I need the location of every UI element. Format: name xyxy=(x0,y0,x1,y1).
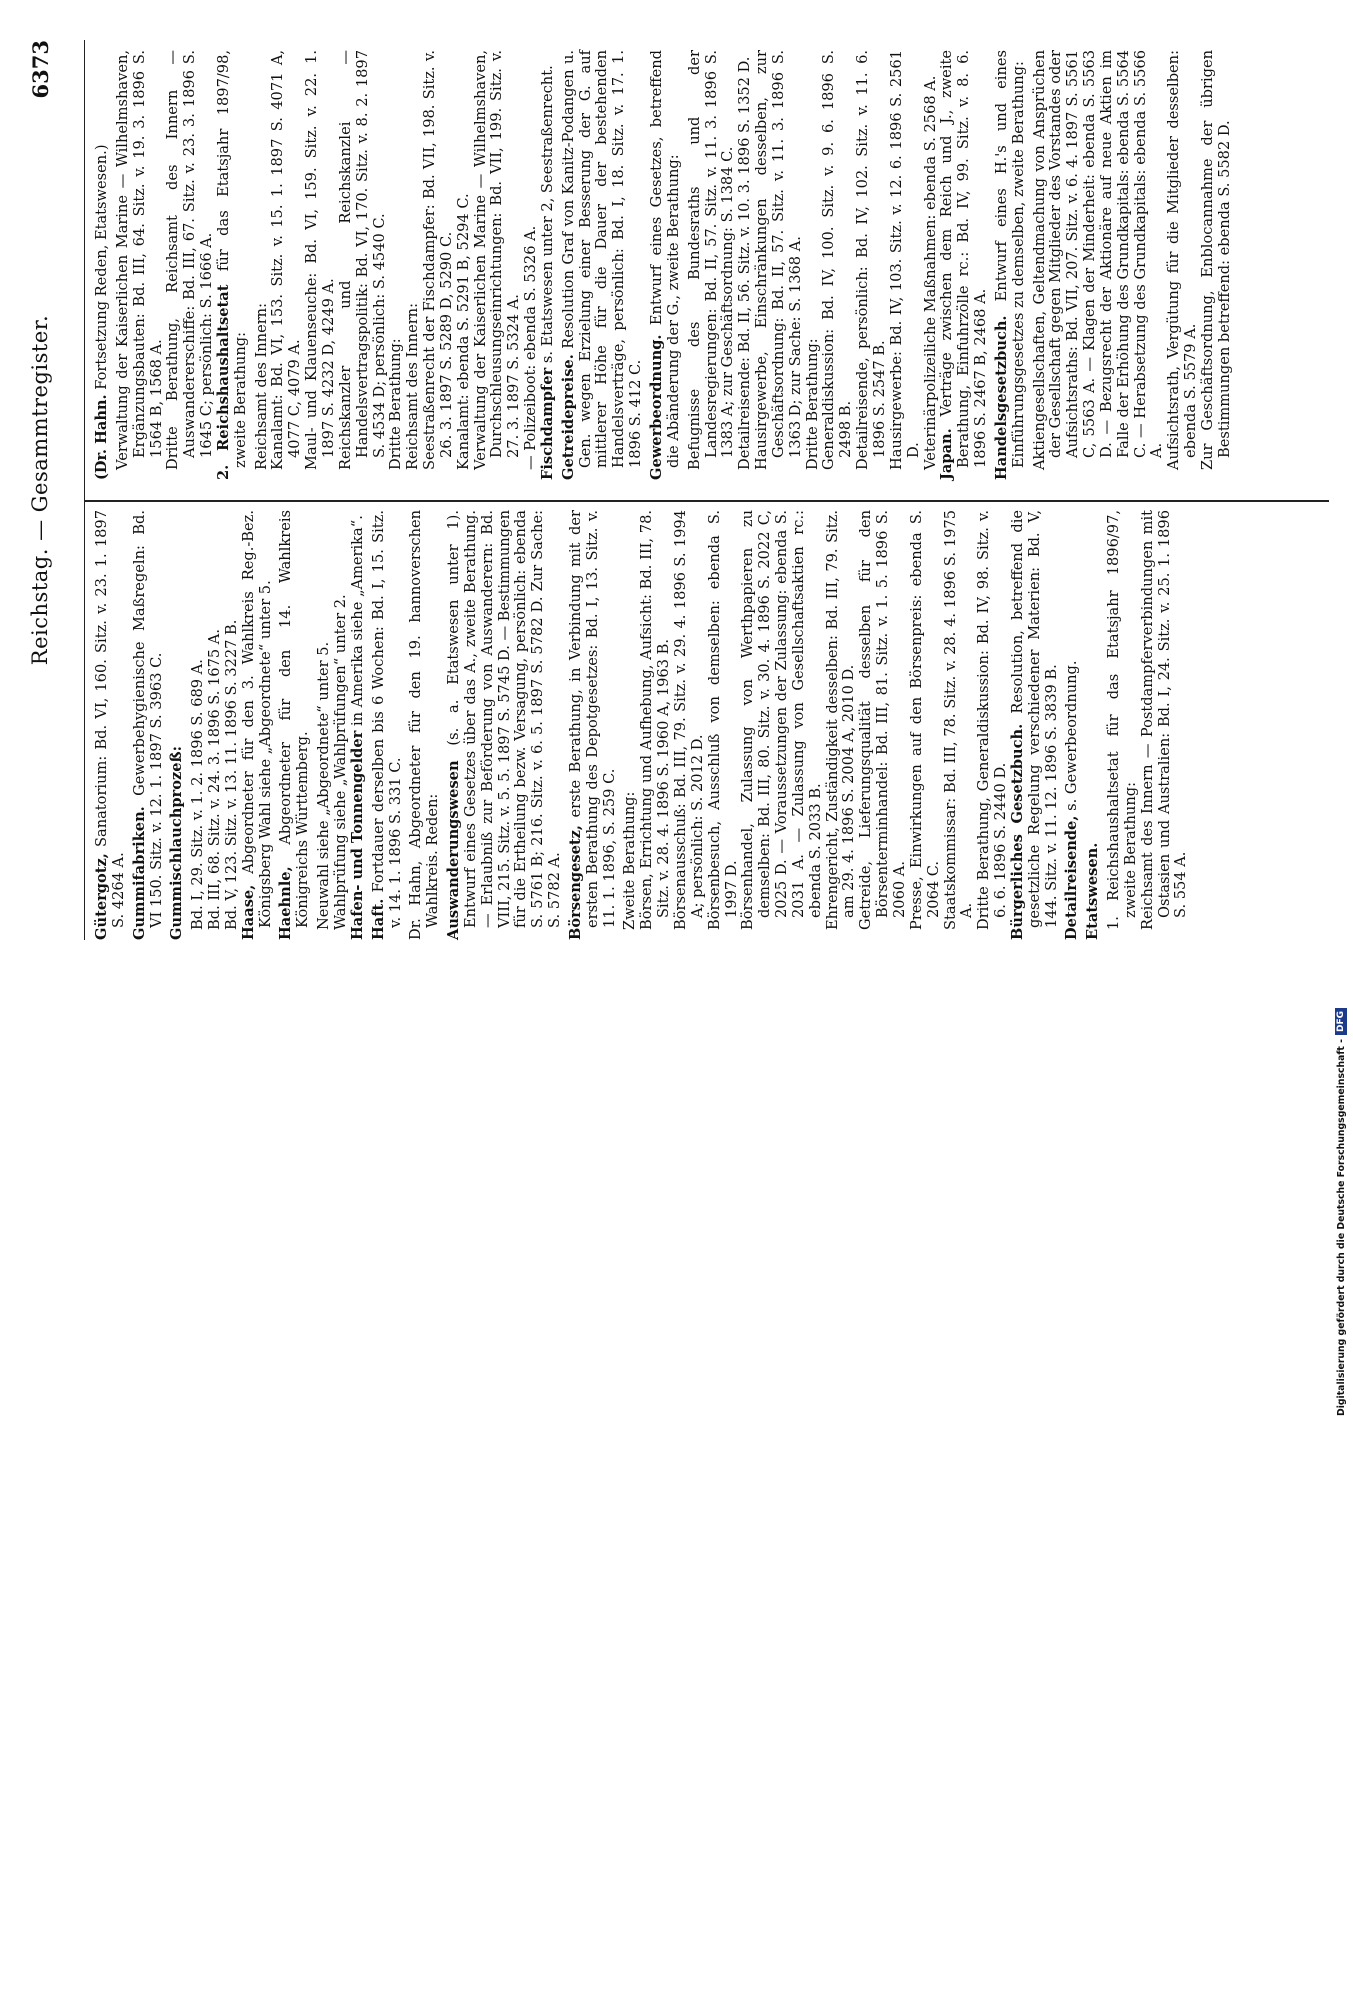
entry-text: erste Berathung, in Verbindung mit der ersten Berathung des Depotgesetzes: Bd. I, 13. Sitz. v. 11. 1. 1896, S. 259 C. xyxy=(566,510,618,928)
sub-entry: Bd. I, 29. Sitz. v. 1. 2. 1896 S. 689 A. xyxy=(189,659,207,930)
index-entry xyxy=(1010,510,1061,940)
sub-entry: Aktiengesellschaften, Geltendmachung von Ansprüchen der Gesellschaft gegen Mitglieder des Vorstandes oder Aufsichtsraths: Bd. VII, 207. Sitz. v. 6. 4. 1897 S. 5561 C, 5563 A. — Klagen der Minderheit: ebenda S. 5563 D. — Bezugsrecht der Aktionäre auf neue Aktien im Falle der Erhöhung des Grundkapitals: ebenda S. 5564 C. — Herabsetzung des Grundkapitals: ebenda S. 5566 A. xyxy=(1030,50,1166,470)
sub-entry: Ehrengericht, Zuständigkeit desselben: Bd. III, 79. Sitz. am 29. 4. 1896 S. 2004 A, 2010 D. xyxy=(823,510,858,930)
entry-keyword: Gummifabriken. xyxy=(130,806,148,940)
sub-entry: Presse, Einwirkungen auf den Börsenpreis: ebenda S. 2064 C. xyxy=(907,510,942,930)
sub-entry: Dritte Berathung: xyxy=(387,338,405,470)
entry-keyword: Gewerbeordnung. xyxy=(648,334,665,480)
index-entry xyxy=(994,50,1028,480)
running-title: Reichstag. — Gesammtregister. xyxy=(28,314,52,666)
index-entry xyxy=(241,510,275,940)
sub-entry: Kanalamt: Bd. VI, 153. Sitz. v. 15. 1. 1897 S. 4071 A, 4077 C, 4079 A. xyxy=(269,50,304,470)
index-entry xyxy=(561,50,645,480)
right-column xyxy=(94,50,1234,480)
sub-entry: Verwaltung der Kaiserlichen Marine — Wilhelmshaven, Durchschleusungseinrichtungen: Bd. VII, 199. Sitz. v. 27. 3. 1897 S. 5324 A. xyxy=(471,50,523,470)
entry-keyword: Börsengesetz, xyxy=(566,825,584,940)
entry-text: für das Etatsjahr 1897/98, zweite Berathung: xyxy=(214,50,249,468)
entry-text: in Amerika siehe „Amerika“. xyxy=(348,515,366,731)
entry-keyword: Fischdampfer xyxy=(538,367,556,480)
entry-text: Sanatorium: Bd. VI, 160. Sitz. v. 23. 1. 1897 S. 4264 A. xyxy=(93,510,127,928)
sub-entry: Befugnisse des Bundesraths und der Landesregierungen: Bd. II, 57. Sitz. v. 11. 3. 1896 S. 1383 A; zur Geschäftsordnung: S. 1384 C. xyxy=(685,50,737,470)
header-rule xyxy=(84,40,85,940)
sub-entry: Bd. III, 68. Sitz. v. 24. 3. 1896 S. 1675 A. xyxy=(206,629,224,930)
entry-text: Entwurf eines H.'s und eines Einführungsgesetzes zu demselben, zweite Berathung: xyxy=(992,50,1027,468)
entry-text: Dr. Hahn, Abgeordneter für den 19. hannoverschen Wahlkreis. Reden: xyxy=(407,510,442,940)
entry-keyword: Haft. xyxy=(369,898,387,940)
entry-keyword: Detailreisende, xyxy=(1063,815,1081,940)
sub-entry: Dritte Berathung, Generaldiskussion: Bd. IV, 98. Sitz. v. 6. 6. 1896 S. 2440 D. xyxy=(975,510,1010,930)
sub-entry: Zur Geschäftsordnung, Enblocannahme der übrigen Bestimmungen betreffend: ebenda S. 5582 D. xyxy=(1199,50,1233,470)
entry-keyword: Auswanderungswesen xyxy=(445,760,463,940)
sub-entry: Börsenhandel, Zulassung von Werthpapieren zu demselben: Bd. III, 80. Sitz. v. 30. 4. 1896 S. 2022 C, 2025 D. — Voraussetzungen der Zulassung: ebenda S. 2031 A. — Zulassung von Gesellschaftsaktien rc.: ebenda S. 2033 B. xyxy=(739,510,824,930)
sub-entry: Staatskommissar: Bd. III, 78. Sitz. v. 28. 4. 1896 S. 1975 A. xyxy=(941,510,976,930)
sub-entry: Bd. V, 123. Sitz. v. 13. 11. 1896 S. 3227 B. xyxy=(222,619,240,930)
page-number: 6373 xyxy=(28,40,53,99)
entry-text: Resolution, betreffend die gesetzliche Regelung verschiedener Materien: Bd. V, 144. Sitz. v. 11. 12. 1896 S. 3839 B. xyxy=(1008,510,1060,928)
digitization-note xyxy=(1330,0,1352,1417)
index-entry xyxy=(371,510,405,940)
digitization-text: Digitalisierung gefördert durch die Deutsche Forschungsgemeinschaft - xyxy=(1335,1039,1347,1417)
sub-entry: Börsenausschuß: Bd. III, 79. Sitz. v. 29. 4. 1896 S. 1994 A; persönlich: S. 2012 D. xyxy=(672,510,706,930)
sub-entry: Neuwahl siehe „Abgeordnete“ unter 5. xyxy=(315,641,333,930)
entry-text: Resolution Graf von Kanitz-Podangen u. Gen. wegen Erzielung einer Besserung der G. auf mittlerer Höhe für die Dauer der bestehenden Handelsverträge, persönlich: Bd. I, 18. Sitz. v. 17. 1. 1896 S. 412 C. xyxy=(559,50,645,468)
sub-entry: Reichsamt des Innern: xyxy=(404,303,422,470)
sub-entry: Aufsichtsrath, Vergütung für die Mitglieder desselben: ebenda S. 5579 A. xyxy=(1165,50,1200,470)
sub-entry: Veterinärpolizeiliche Maßnahmen: ebenda S. 2568 A. xyxy=(921,75,939,470)
digitization-label xyxy=(1330,1000,1352,2000)
sub-entry: Generaldiskussion: Bd. IV, 100. Sitz. v. 9. 6. 1896 S. 2498 B. xyxy=(820,50,855,470)
sub-entry: Reichsamt des Innern — Postdampferverbindungen mit Ostasien und Australien: Bd. I, 24. Sitz. v. 25. 1. 1896 S. 554 A. xyxy=(1138,510,1190,930)
column-divider xyxy=(84,500,1329,502)
index-entry xyxy=(1064,510,1081,940)
entry-text: s. Etatswesen unter 2, Seestraßenrecht. xyxy=(538,65,556,368)
page-header xyxy=(28,40,68,940)
sub-entry: 1. Reichshaushaltsetat für das Etatsjahr 1896/97, zweite Berathung: xyxy=(1105,510,1139,930)
entry-text: Abgeordneter für den 14. Wahlkreis Königreichs Württemberg. xyxy=(277,510,312,928)
sub-entry: Börsen, Errichtung und Aufhebung, Aufsicht: Bd. III, 78. Sitz. v. 28. 4. 1896 S. 1960 A, 1963 B. xyxy=(638,510,673,930)
entry-keyword: Etatswesen. xyxy=(1084,842,1102,940)
entry-keyword: Handelsgesetzbuch. xyxy=(992,315,1010,480)
entry-keyword: Haehnle, xyxy=(277,866,295,940)
sub-entry: Reichskanzler und Reichskanzlei — Handelsvertragspolitik: Bd. VI, 170. Sitz. v. 8. 2. 1897 S. 4534 D; persönlich: S. 4540 C. xyxy=(336,50,388,470)
sub-entry: Hausirgewerbe: Bd. IV, 103. Sitz. v. 12. 6. 1896 S. 2561 D. xyxy=(887,50,922,470)
sub-entry: Kanalamt: ebenda S. 5291 B, 5294 C. xyxy=(454,193,472,470)
entry-text: Entwurf eines Gesetzes, betreffend die Abänderung der G., zweite Berathung: xyxy=(648,50,682,468)
entry-keyword: 2. Reichshaushaltsetat xyxy=(214,284,232,480)
sub-entry: Reichsamt des Innern: xyxy=(252,303,270,470)
left-column xyxy=(94,510,1190,940)
sub-entry: Detailreisende, persönlich: Bd. IV, 102. Sitz. v. 11. 6. 1896 S. 2547 B. xyxy=(854,50,888,470)
entry-keyword: Gummischlauchprozeß: xyxy=(168,746,186,940)
sub-entry: Dritte Berathung: xyxy=(803,338,821,470)
entry-keyword: Haase, xyxy=(239,884,257,940)
index-entry xyxy=(649,50,683,480)
index-entry xyxy=(94,50,111,480)
sub-entry: Seestraßenrecht der Fischdampfer: Bd. VII, 198. Sitz. v. 26. 3. 1897 S. 5289 D, 5290 C. xyxy=(421,50,455,470)
index-entry xyxy=(1085,510,1102,940)
sub-entry: Hausirgewerbe, Einschränkungen desselben, zur Geschäftsordnung: Bd. II, 57. Sitz. v. 11. 3. 1896 S. 1363 D; zur Sache: S. 1368 A. xyxy=(753,50,804,470)
index-entry xyxy=(350,510,367,940)
entry-keyword: (Dr. Hahn. xyxy=(93,394,110,480)
sub-entry: Verwaltung der Kaiserlichen Marine — Wilhelmshaven, Ergänzungsbauten: Bd. III, 64. Sitz. v. 19. 3. 1896 S. 1564 B, 1568 A. xyxy=(113,50,165,470)
sub-entry: Getreide, Lieferungsqualität desselben für den Börsenterminhandel: Bd. III, 81. Sitz. v. 1. 5. 1896 S. 2060 A. xyxy=(857,510,908,930)
index-entry xyxy=(132,510,166,940)
entry-text: Fortdauer derselben bis 6 Wochen: Bd. I, 15. Sitz. v. 14. 1. 1896 S. 331 C. xyxy=(369,510,404,928)
sub-entry: Detailreisende: Bd. II, 56. Sitz. v. 10. 3. 1896 S. 1352 D. xyxy=(736,56,754,470)
index-entry xyxy=(939,50,990,480)
entry-text: Fortsetzung Reden, Etatswesen.) xyxy=(93,144,110,395)
index-entry xyxy=(568,510,619,940)
entry-text: (s. a. Etatswesen unter 1). Entwurf eines Gesetzes über das A., zweite Berathung. — Erlaubniß zur Beförderung von Auswanderern: Bd. VIII, 215. Sitz. v. 5. 5. 1897 S. 5745 D. — Bestimmungen für die Ertheilung bezw. Versagung, persönlich: ebenda S. 5761 B; 216. Sitz. v. 6. 5. 1897 S. 5782 D. Zur Sache: S. 5782 A. xyxy=(445,510,564,928)
sub-entry: Maul- und Klauenseuche: Bd. VI, 159. Sitz. v. 22. 1. 1897 S. 4232 D, 4249 A. xyxy=(303,50,337,470)
index-entry xyxy=(216,50,250,480)
dfg-logo: DFG xyxy=(1335,1008,1347,1035)
sub-entry: — Polizeiboot: ebenda S. 5326 A. xyxy=(522,225,540,470)
entry-keyword: Japan. xyxy=(938,428,956,480)
index-entry xyxy=(446,510,564,940)
entry-keyword: Hafen- und Tonnengelder xyxy=(348,730,366,940)
sub-entry: Zweite Berathung: xyxy=(621,791,639,930)
entry-text: Abgeordneter für den 3. Wahlkreis Reg.-Bez. Königsberg Wahl siehe „Abgeordnete“ unter 5. xyxy=(239,510,274,928)
sub-entry: Dritte Berathung, Reichsamt des Innern — Auswandererschiffe: Bd. III, 67. Sitz. v. 23. 3. 1896 S. 1645 C; persönlich: S. 1666 A. xyxy=(164,50,216,470)
sub-entry: Wahlprüfung siehe „Wahlprüfungen“ unter 2. xyxy=(331,594,349,930)
entry-text: Gewerbehygienische Maßregeln: Bd. VI 150. Sitz. v. 12. 1. 1897 S. 3963 C. xyxy=(130,510,165,928)
entry-text: Verträge zwischen dem Reich und J., zweite Berathung, Einfuhrzölle rc.: Bd. IV, 99. Sitz. v. 8. 6. 1896 S. 2467 B, 2468 A. xyxy=(938,50,990,468)
entry-keyword: Gütergotz, xyxy=(93,853,110,940)
entry-text: s. Gewerbeordnung. xyxy=(1063,660,1081,816)
index-entry xyxy=(169,510,186,940)
sub-entry: Börsenbesuch, Ausschluß von demselben: ebenda S. 1997 D. xyxy=(705,510,740,930)
index-entry xyxy=(540,50,557,480)
index-entry xyxy=(408,510,442,940)
entry-keyword: Getreidepreise. xyxy=(559,354,577,480)
index-entry xyxy=(278,510,312,940)
index-entry xyxy=(94,510,128,940)
entry-keyword: Bürgerliches Gesetzbuch. xyxy=(1008,723,1026,940)
